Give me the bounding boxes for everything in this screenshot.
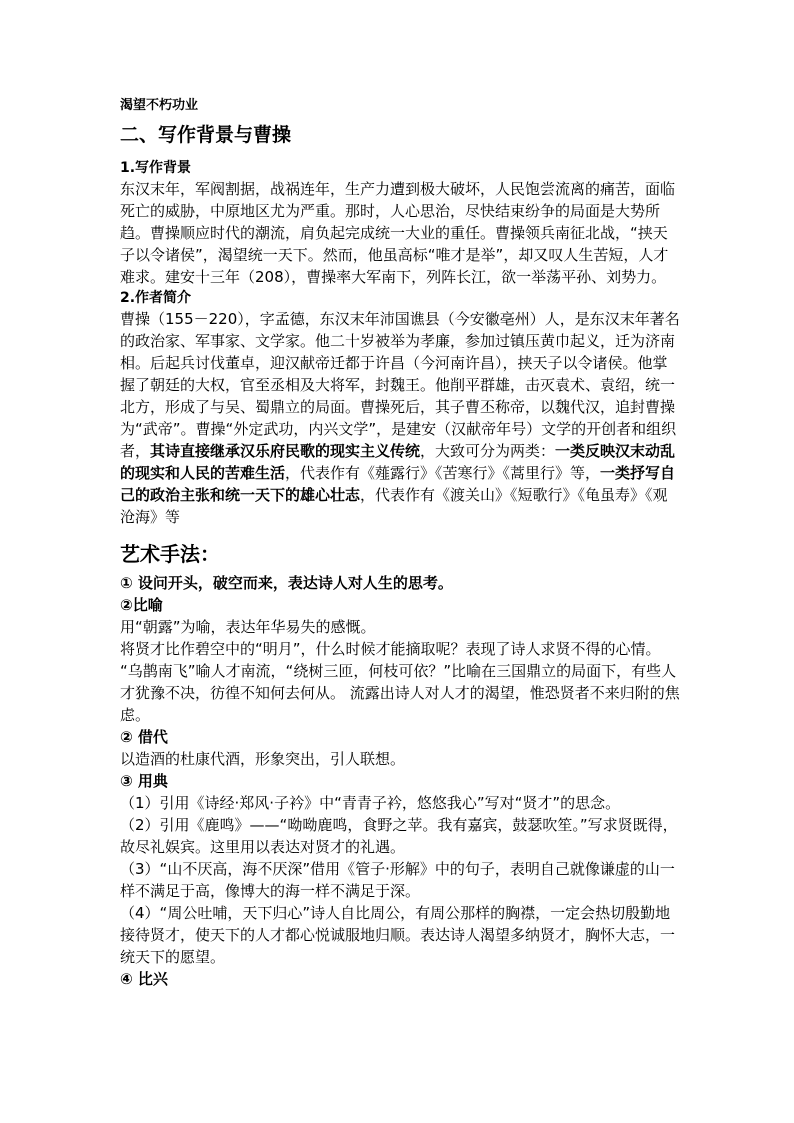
art-point-1: ① 设问开头，破空而来，表达诗人对人生的思考。: [120, 574, 453, 592]
author-text-3: ，代表作有《薤露行》《苦寒行》《蒿里行》等，: [285, 464, 601, 482]
art-point-2-heading: ②比喻: [120, 596, 163, 614]
section-title: 二、写作背景与曹操: [120, 124, 292, 146]
art-point-2-line: 用“朝露”为喻，表达年华易失的感慨。: [120, 618, 376, 636]
art-point-2-line: “乌鹊南飞”喻人才南流，“绕树三匝，何枝可依？”比喻在三国鼎立的局面下，有些人才犹豫不决，彷徨不知何去何从。 流露出诗人对人才的渴望，惟恐贤者不来归附的焦虑。: [120, 662, 680, 724]
author-bold-3: 一类抒写自己的政治主张和统一天下的雄心壮志: [120, 464, 676, 504]
art-point-3-heading: ② 借代: [120, 728, 168, 746]
author-text-1: 曹操（155－220），字孟德，东汉末年沛国谯县（今安徽亳州）人，是东汉末年著名的政治家、军事家、文学家。他二十岁被举为孝廉，参加过镇压黄巾起义，迁为济南相。后起兵讨伐董卓，迎汉献帝迁都于许昌（今河南许昌），挟天子以令诸侯。他掌握了朝廷的大权，官至丞相及大将军，封魏王。他削平群雄，击灭袁术、袁绍，统一北方，形成了与吴、蜀鼎立的局面。曹操死后，其子曹丕称帝，以魏代汉，追封曹操为“武帝”。曹操“外定武功，内兴文学”，是建安（汉献帝年号）文学的开创者和组织者，: [120, 310, 680, 460]
background-heading: 1.写作背景: [120, 160, 192, 176]
author-bold-2: 一类反映汉末动乱的现实和人民的苦难生活: [120, 442, 676, 482]
author-text-2: ，大致可分为两类：: [420, 442, 556, 460]
author-paragraph: [120, 308, 680, 528]
author-bold-1: 其诗直接继承汉乐府民歌的现实主义传统: [150, 442, 421, 460]
art-point-4-line: （4）“周公吐哺，天下归心”诗人自比周公，有周公那样的胸襟，一定会热切殷勤地接待贤才，使天下的人才都心悦诚服地归顺。表达诗人渴望多纳贤才，胸怀大志，一统天下的愿望。: [120, 904, 676, 966]
background-paragraph: 东汉末年，军阀割据，战祸连年，生产力遭到极大破坏，人民饱尝流离的痛苦，面临死亡的威胁，中原地区尤为严重。那时，人心思治，尽快结束纷争的局面是大势所趋。曹操顺应时代的潮流，肩负起完成统一大业的重任。曹操领兵南征北战，“挟天子以令诸侯”，渴望统一天下。然而，他虽高标“唯才是举”，却又叹人生苦短，人才难求。建安十三年（208），曹操率大军南下，列阵长江，欲一举荡平孙、刘势力。: [120, 180, 676, 286]
art-point-4-heading: ③ 用典: [120, 772, 168, 790]
art-point-3-body: 以造酒的杜康代酒，形象突出，引人联想。: [120, 750, 406, 768]
art-point-4-line: （3）“山不厌高，海不厌深”借用《管子·形解》中的句子，表明自己就像谦虚的山一样不满足于高，像博大的海一样不满足于深。: [120, 860, 675, 900]
art-point-4-line: （1）引用《诗经·郑风·子衿》中“青青子衿，悠悠我心”写对“贤才”的思念。: [120, 794, 621, 812]
top-label: 渴望不朽功业: [120, 98, 199, 113]
art-point-4-line: （2）引用《鹿鸣》——“呦呦鹿鸣，食野之苹。我有嘉宾，鼓瑟吹笙。”写求贤既得，故尽礼娱宾。这里用以表达对贤才的礼遇。: [120, 816, 678, 856]
art-title: 艺术手法：: [120, 542, 220, 566]
author-text-4: ，代表作有《渡关山》《短歌行》《龟虽寿》《观沧海》等: [120, 486, 668, 526]
author-heading: 2.作者简介: [120, 290, 192, 306]
art-point-5-heading: ④ 比兴: [120, 970, 168, 988]
art-point-2-line: 将贤才比作碧空中的“明月”，什么时候才能摘取呢？表现了诗人求贤不得的心情。: [120, 640, 661, 658]
document-page: [120, 96, 680, 990]
